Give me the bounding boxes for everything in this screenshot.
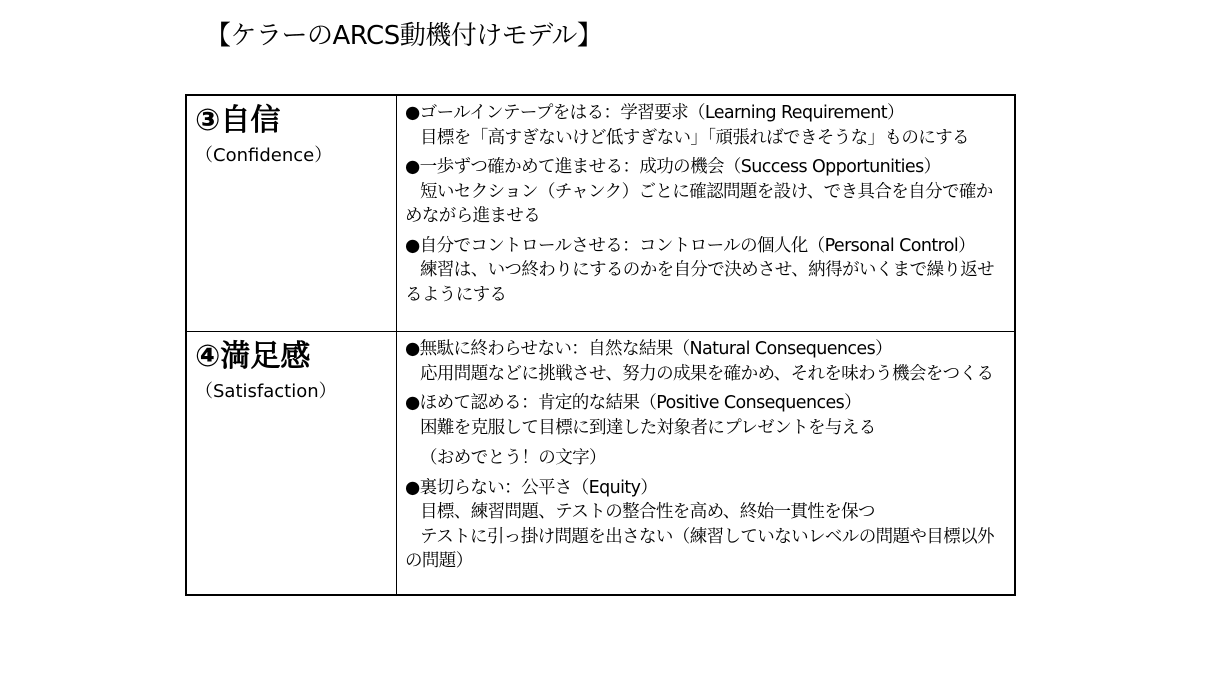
satisfaction-label-cell [187, 332, 397, 594]
arcs-model-table [185, 94, 1016, 596]
satisfaction-heading: ④満足感 [195, 339, 311, 374]
item-description: テストに引っ掛け問題を出さない（練習していないレベルの問題や目標以外の問題） [405, 526, 994, 571]
page-title: 【ケラーのARCS動機付けモデル】 [205, 21, 603, 51]
item-description: 目標、練習問題、テストの整合性を高め、終始一貫性を保つ [420, 502, 875, 522]
item-description: 応用問題などに挑戦させ、努力の成果を確かめ、それを味わう機会をつくる [420, 363, 994, 384]
item-description: 練習は、いつ終わりにするのかを自分で決めさせ、納得がいくまで繰り返せるようにする [405, 260, 995, 305]
satisfaction-subheading: （Satisfaction） [195, 381, 337, 402]
item-heading: ●ゴールインテープをはる：学習要求（Learning Requirement） [405, 103, 904, 123]
item-heading: ●自分でコントロールさせる：コントロールの個人化（Personal Control） [405, 235, 976, 256]
satisfaction-content-cell [397, 332, 1014, 594]
confidence-label-cell [187, 96, 397, 332]
item-description-note: （おめでとう！の文字） [420, 448, 606, 468]
item-description: 困難を克服して目標に到達した対象者にプレゼントを与える [420, 417, 876, 438]
confidence-heading: ③自信 [195, 103, 281, 138]
list-item [405, 234, 1006, 308]
list-item [405, 391, 1006, 471]
item-description: 目標を「高すぎないけど低すぎない」「頑張ればできそうな」ものにする [420, 127, 969, 148]
confidence-subheading: （Confidence） [195, 145, 333, 166]
item-heading: ●一歩ずつ確かめて進ませる：成功の機会（Success Opportunities） [405, 157, 941, 177]
list-item [405, 155, 1006, 229]
item-heading: ●無駄に終わらせない：自然な結果（Natural Consequences） [405, 339, 893, 359]
item-heading: ●裏切らない：公平さ（Equity） [405, 477, 658, 498]
list-item [405, 101, 1006, 150]
list-item [405, 337, 1006, 386]
list-item [405, 476, 1006, 574]
confidence-content-cell [397, 96, 1014, 332]
item-description: 短いセクション（チャンク）ごとに確認問題を設け、でき具合を自分で確かめながら進ませる [405, 181, 993, 226]
item-heading: ●ほめて認める：肯定的な結果（Positive Consequences） [405, 393, 862, 413]
